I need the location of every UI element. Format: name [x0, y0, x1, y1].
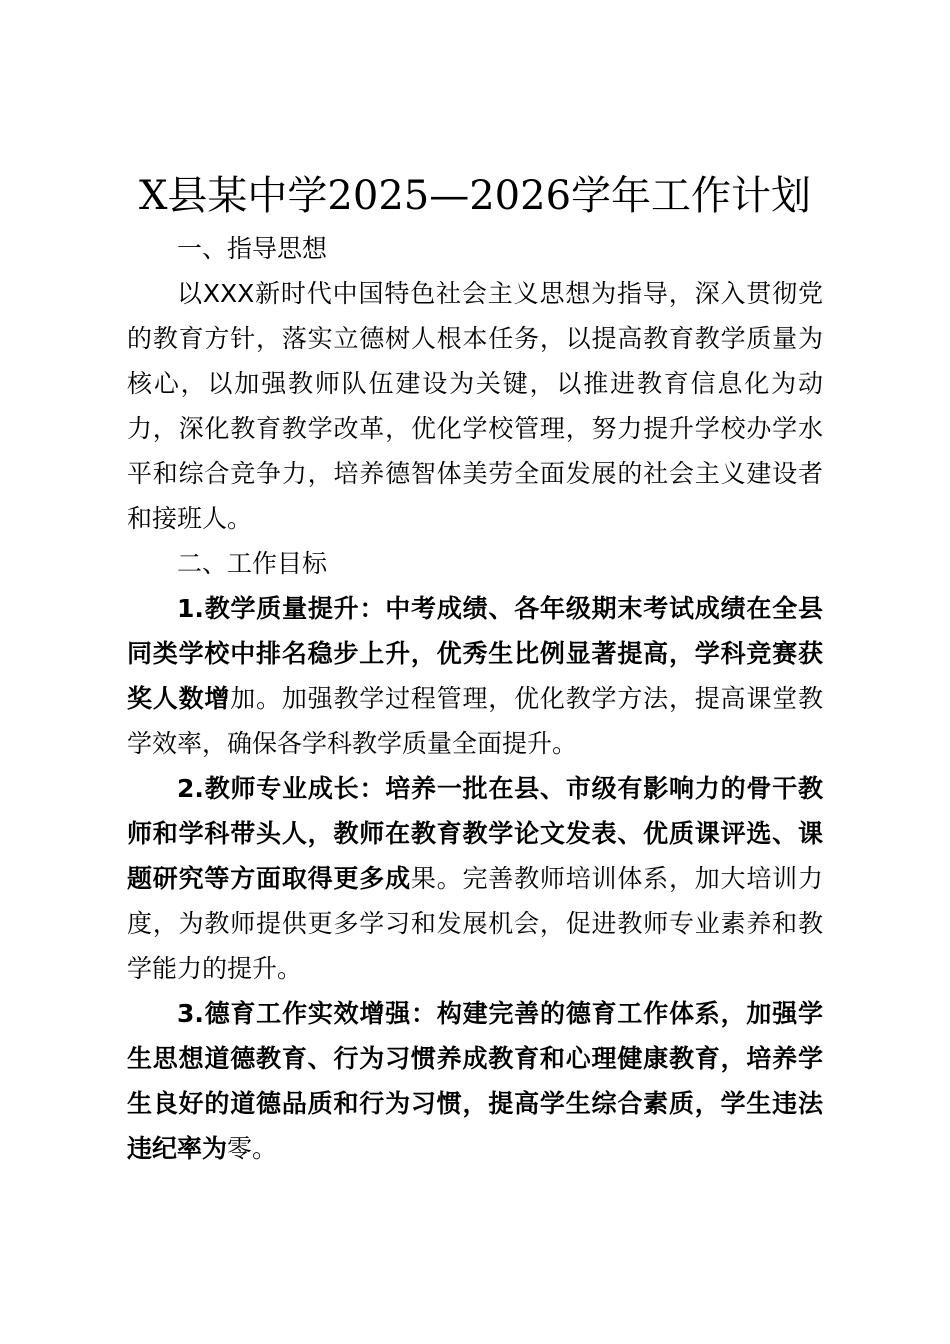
- goal-paragraph: [127, 586, 823, 766]
- paragraph: 以XXX新时代中国特色社会主义思想为指导，深入贯彻党的教育方针，落实立德树人根本任务，以提高教育教学质量为核心，以加强教师队伍建设为关键，以推进教育信息化为动力，深化教育教学改革，优化学校管理，努力提升学校办学水平和综合竞争力，培养德智体美劳全面发展的社会主义建设者和接班人。: [127, 279, 823, 533]
- goal-normal-text: 加。加强教学过程管理，优化教学方法，提高课堂教学效率，确保各学科教学质量全面提升。: [127, 684, 823, 758]
- goal-bold-text: 3.德育工作实效增强：构建完善的德育工作体系，加强学生思想道德教育、行为习惯养成教育和心理健康教育，培养学生良好的道德品质和行为习惯，提高学生综合素质，学生违法违纪率为: [127, 999, 823, 1163]
- goal-bold-text: 1.教学质量提升：中考成绩、各年级期末考试成绩在全县同类学校中排名稳步上升，优秀生比例显著提高，学科竞赛获奖人数增: [127, 594, 823, 713]
- section-heading: 二、工作目标: [177, 549, 328, 578]
- section-heading: 一、指导思想: [177, 234, 328, 263]
- goal-paragraph: [127, 766, 823, 991]
- goal-normal-text: 果。完善教师培训体系，加大培训力度，为教师提供更多学习和发展机会，促进教师专业素养和教学能力的提升。: [127, 864, 823, 983]
- document-body: [127, 226, 823, 1171]
- goal-paragraph: [127, 991, 823, 1171]
- goal-normal-text: 零。: [227, 1134, 278, 1163]
- goal-bold-text: 2.教师专业成长：培养一批在县、市级有影响力的骨干教师和学科带头人，教师在教育教学论文发表、优质课评选、课题研究等方面取得更多成: [127, 774, 823, 893]
- document-title: X县某中学2025—2026学年工作计划: [138, 173, 812, 219]
